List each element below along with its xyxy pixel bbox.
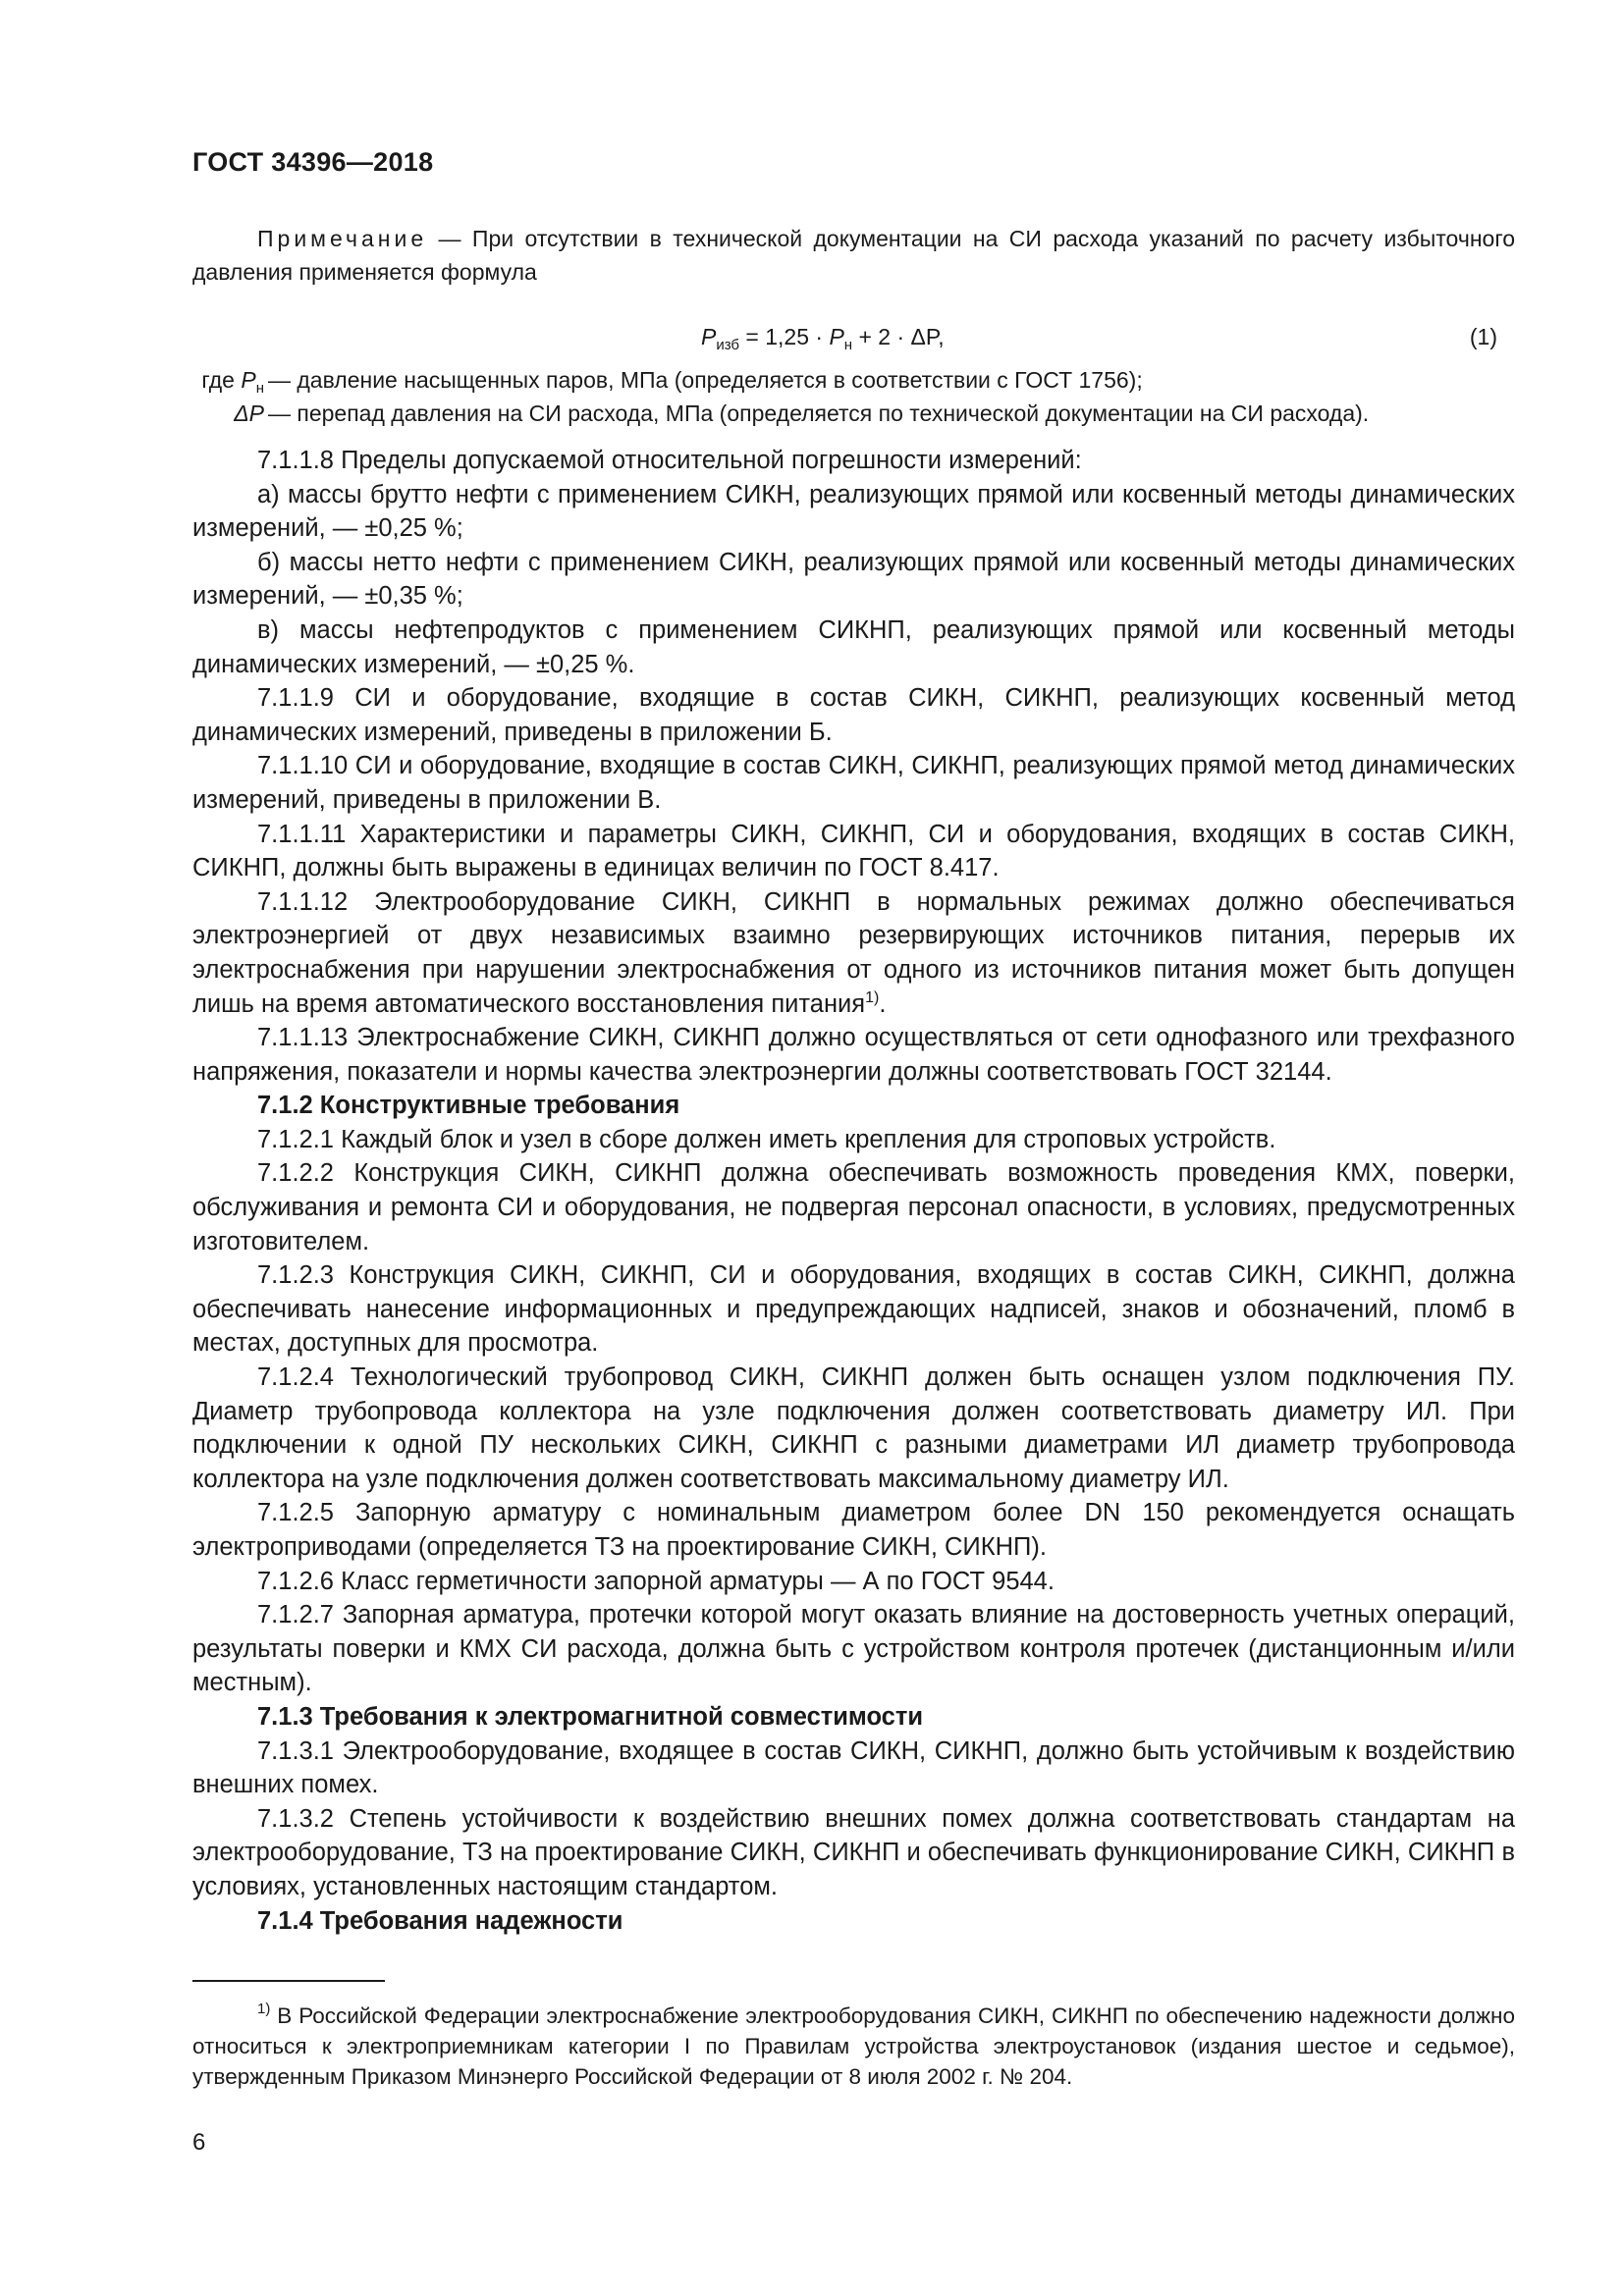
legend-description: — давление насыщенных паров, МПа (определяется в соответствии с ГОСТ 1756); xyxy=(268,367,1143,393)
formula-tail: + 2 · ΔP, xyxy=(852,324,945,349)
paragraph: в) массы нефтепродуктов с применением СИКНП, реализующих прямой или косвенный методы динамических измерений, — ±0,25 %. xyxy=(192,615,1515,678)
paragraph: 7.1.2.5 Запорную арматуру с номинальным диаметром более DN 150 рекомендуется оснащать электроприводами (определяется ТЗ на проектирование СИКН, СИКНП). xyxy=(192,1499,1515,1561)
paragraph: а) массы брутто нефти с применением СИКН, реализующих прямой или косвенный методы динамических измерений, — ±0,25 %; xyxy=(192,480,1515,543)
formula-var-p: P xyxy=(701,324,717,349)
document-code-header: ГОСТ 34396—2018 xyxy=(192,147,434,177)
page-body xyxy=(192,222,1515,1938)
note-paragraph xyxy=(192,222,1515,289)
legend-symbol: где $P_н$ xyxy=(201,367,264,397)
paragraph: 7.1.2.6 Класс герметичности запорной арматуры — А по ГОСТ 9544. xyxy=(257,1567,1055,1595)
paragraph: 7.1.1.12 Электрооборудование СИКН, СИКНП в нормальных режимах должно обеспечиваться электроэнергией от двух независимых взаимно резервирующих источников питания, перерыв их электроснабжения при нарушении электроснабжения от одного из источников питания может быть допущен лишь на время автоматического восстановления питания$^{1)}$. xyxy=(192,887,1515,1018)
footnote-rule xyxy=(192,1980,385,1982)
paragraph: 7.1.1.9 СИ и оборудование, входящие в состав СИКН, СИКНП, реализующих косвенный метод динамических измерений, приведены в приложении Б. xyxy=(192,684,1515,746)
paragraph: 7.1.3.2 Степень устойчивости к воздействию внешних помех должна соответствовать стандартам на электрооборудование, ТЗ на проектирование СИКН, СИКНП и обеспечивать функционирование СИКН, СИКНП в условиях, установленных настоящим стандартом. xyxy=(192,1804,1515,1900)
formula-legend xyxy=(192,363,1515,430)
paragraph: 7.1.1.10 СИ и оборудование, входящие в состав СИКН, СИКНП, реализующих прямой метод динамических измерений, приведены в приложении В. xyxy=(192,752,1515,814)
footnote xyxy=(192,2001,1515,2092)
legend-row xyxy=(192,397,1515,430)
paragraph: б) массы нетто нефти с применением СИКН, реализующих прямой или косвенный методы динамических измерений, — ±0,35 %; xyxy=(192,548,1515,611)
paragraph: 7.1.2.2 Конструкция СИКН, СИКНП должна обеспечивать возможность проведения КМХ, поверки, обслуживания и ремонта СИ и оборудования, не подвергая персонал опасности, в условиях, предусмотренных изготовителем. xyxy=(192,1159,1515,1255)
paragraph: 7.1.1.11 Характеристики и параметры СИКН, СИКНП, СИ и оборудования, входящих в состав СИКН, СИКНП, должны быть выражены в единицах величин по ГОСТ 8.417. xyxy=(192,820,1515,882)
paragraph: 7.1.1.8 Пределы допускаемой относительной погрешности измерений: xyxy=(257,447,1082,474)
main-text xyxy=(192,444,1515,1938)
formula-sub-izb: изб xyxy=(716,337,740,353)
paragraph: 7.1.2.7 Запорная арматура, протечки которой могут оказать влияние на достоверность учетных операций, результаты поверки и КМХ СИ расхода, должна быть с устройством контроля протечек (дистанционным и/или местным). xyxy=(192,1601,1515,1697)
formula-eq: = 1,25 · xyxy=(739,324,830,349)
legend-symbol: ΔP xyxy=(234,400,264,426)
legend-description: — перепад давления на СИ расхода, МПа (определяется по технической документации на СИ расхода). xyxy=(268,400,1370,426)
section-heading: 7.1.4 Требования надежности xyxy=(257,1906,623,1935)
formula-number: (1) xyxy=(1469,324,1497,349)
paragraph: 7.1.1.13 Электроснабжение СИКН, СИКНП должно осуществляться от сети однофазного или трехфазного напряжения, показатели и нормы качества электроэнергии должны соответствовать ГОСТ 32144. xyxy=(192,1024,1515,1086)
section-heading: 7.1.3 Требования к электромагнитной совместимости xyxy=(257,1702,924,1731)
note-text: — При отсутствии в технической документации на СИ расхода указаний по расчету избыточного давления применяется формула xyxy=(192,226,1515,285)
paragraph: 7.1.2.1 Каждый блок и узел в сборе должен иметь крепления для строповых устройств. xyxy=(257,1125,1276,1153)
footnote-marker: 1) xyxy=(257,2001,271,2017)
paragraph: 7.1.2.3 Конструкция СИКН, СИКНП, СИ и оборудования, входящих в состав СИКН, СИКНП, должна обеспечивать нанесение информационных и предупреждающих надписей, знаков и обозначений, пломб в местах, доступных для просмотра. xyxy=(192,1261,1515,1358)
page-number: 6 xyxy=(192,2129,206,2156)
paragraph: 7.1.3.1 Электрооборудование, входящее в состав СИКН, СИКНП, должно быть устойчивым к воздействию внешних помех. xyxy=(192,1736,1515,1799)
paragraph: 7.1.2.4 Технологический трубопровод СИКН, СИКНП должен быть оснащен узлом подключения ПУ. Диаметр трубопровода коллектора на узле подключения должен соответствовать диаметру ИЛ. При подключении к одной ПУ нескольких СИКН, СИКНП с разными диаметрами ИЛ диаметр трубопровода коллектора на узле подключения должен соответствовать максимальному диаметру ИЛ. xyxy=(192,1363,1515,1493)
note-label: Примечание xyxy=(257,226,428,251)
legend-row xyxy=(192,363,1515,397)
note-block xyxy=(192,222,1515,289)
footnote-text: В Российской Федерации электроснабжение электрооборудования СИКН, СИКНП по обеспечению надежности должно относиться к электроприемникам категории I по Правилам устройства электроустановок (издания шестое и седьмое), утвержденным Приказом Минэнерго Российской Федерации от 8 июля 2002 г. № 204. xyxy=(192,2003,1515,2089)
formula-var-pn: P xyxy=(829,324,844,349)
formula-expression xyxy=(701,320,945,353)
footnote-ref: 1) xyxy=(865,988,880,1006)
section-heading: 7.1.2 Конструктивные требования xyxy=(257,1092,680,1120)
formula-sub-n: н xyxy=(843,337,853,353)
formula-1 xyxy=(192,314,1515,363)
